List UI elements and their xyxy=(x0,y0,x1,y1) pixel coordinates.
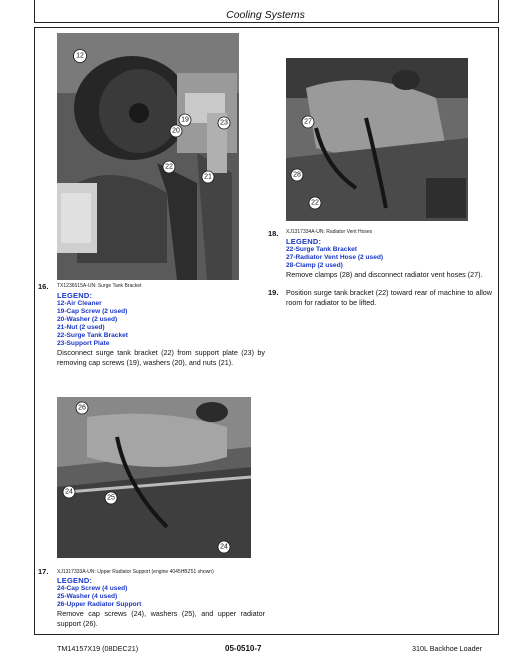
upper-radiator-support-photo xyxy=(57,397,251,558)
step16-legend-item: 21-Nut (2 used) xyxy=(57,324,105,331)
svg-text:22: 22 xyxy=(311,199,319,207)
svg-text:20: 20 xyxy=(172,127,180,135)
step18-legend-item: 22-Surge Tank Bracket xyxy=(286,246,357,253)
callout-marker-26 xyxy=(76,402,88,414)
surge-tank-bracket-photo xyxy=(57,33,239,280)
step17-legend-item: 24-Cap Screw (4 used) xyxy=(57,585,128,592)
callout-marker-25 xyxy=(105,492,117,504)
callout-marker-22 xyxy=(309,197,321,209)
step17-number: 17. xyxy=(38,567,49,576)
step16-number: 16. xyxy=(38,282,49,291)
svg-text:27: 27 xyxy=(304,118,312,126)
step16-legend-item: 19-Cap Screw (2 used) xyxy=(57,308,128,315)
step17-legend-item: 25-Washer (4 used) xyxy=(57,593,118,600)
step17-legend-title: LEGEND: xyxy=(57,576,93,585)
callout-marker-12 xyxy=(74,50,87,63)
svg-text:23: 23 xyxy=(220,119,228,127)
svg-text:25: 25 xyxy=(107,494,115,502)
step18-legend-title: LEGEND: xyxy=(286,237,322,246)
step19-instruction: Position surge tank bracket (22) toward rear of machine to allow room for radiator to be lifted. xyxy=(286,288,492,307)
step17-legend-item: 26-Upper Radiator Support xyxy=(57,601,142,608)
step16-legend-item: 12-Air Cleaner xyxy=(57,300,102,307)
footer-page-number: 05-0510-7 xyxy=(225,644,262,653)
step16-legend-title: LEGEND: xyxy=(57,291,93,300)
svg-text:22: 22 xyxy=(165,163,173,171)
svg-text:19: 19 xyxy=(181,116,189,124)
callout-marker-24 xyxy=(218,541,230,553)
callout-marker-19 xyxy=(179,114,191,126)
step18-instruction: Remove clamps (28) and disconnect radiator vent hoses (27). xyxy=(286,270,483,279)
step16-legend-item: 23-Support Plate xyxy=(57,340,110,347)
callout-marker-21 xyxy=(202,171,214,183)
step17-caption: XJ1317333A-UN: Upper Radiator Support (engine 4045HBZ51 shown) xyxy=(57,569,214,575)
step16-instruction: Disconnect surge tank bracket (22) from support plate (23) by removing cap screws (19), washers (20), and nuts (21). xyxy=(57,348,265,367)
radiator-vent-hoses-photo xyxy=(286,58,468,221)
footer-model: 310L Backhoe Loader xyxy=(412,644,483,653)
step16-caption: TX1236515A-UN: Surge Tank Bracket xyxy=(57,283,142,289)
step16-legend-item: 22-Surge Tank Bracket xyxy=(57,332,128,339)
step18-number: 18. xyxy=(268,229,279,238)
step18-legend-item: 28-Clamp (2 used) xyxy=(286,262,343,269)
svg-text:21: 21 xyxy=(204,173,212,181)
svg-text:28: 28 xyxy=(293,171,301,179)
callout-marker-23 xyxy=(218,117,230,129)
callout-marker-27 xyxy=(302,116,314,128)
svg-text:26: 26 xyxy=(78,404,86,412)
footer-doc-id: TM14157X19 (08DEC21) xyxy=(57,644,139,653)
callout-marker-20 xyxy=(170,125,182,137)
step17-instruction: Remove cap screws (24), washers (25), and upper radiator support (26). xyxy=(57,609,265,628)
callout-marker-24 xyxy=(63,486,75,498)
svg-text:24: 24 xyxy=(220,543,228,551)
callout-marker-28 xyxy=(291,169,303,181)
step19-number: 19. xyxy=(268,288,279,297)
svg-text:12: 12 xyxy=(76,52,84,60)
callout-marker-22 xyxy=(163,161,175,173)
svg-text:24: 24 xyxy=(65,488,73,496)
step18-caption: XJ1317334A-UN: Radiator Vent Hoses xyxy=(286,229,373,235)
page-header-title: Cooling Systems xyxy=(226,9,305,21)
step16-legend-item: 20-Washer (2 used) xyxy=(57,316,118,323)
step18-legend-item: 27-Radiator Vent Hose (2 used) xyxy=(286,254,384,261)
